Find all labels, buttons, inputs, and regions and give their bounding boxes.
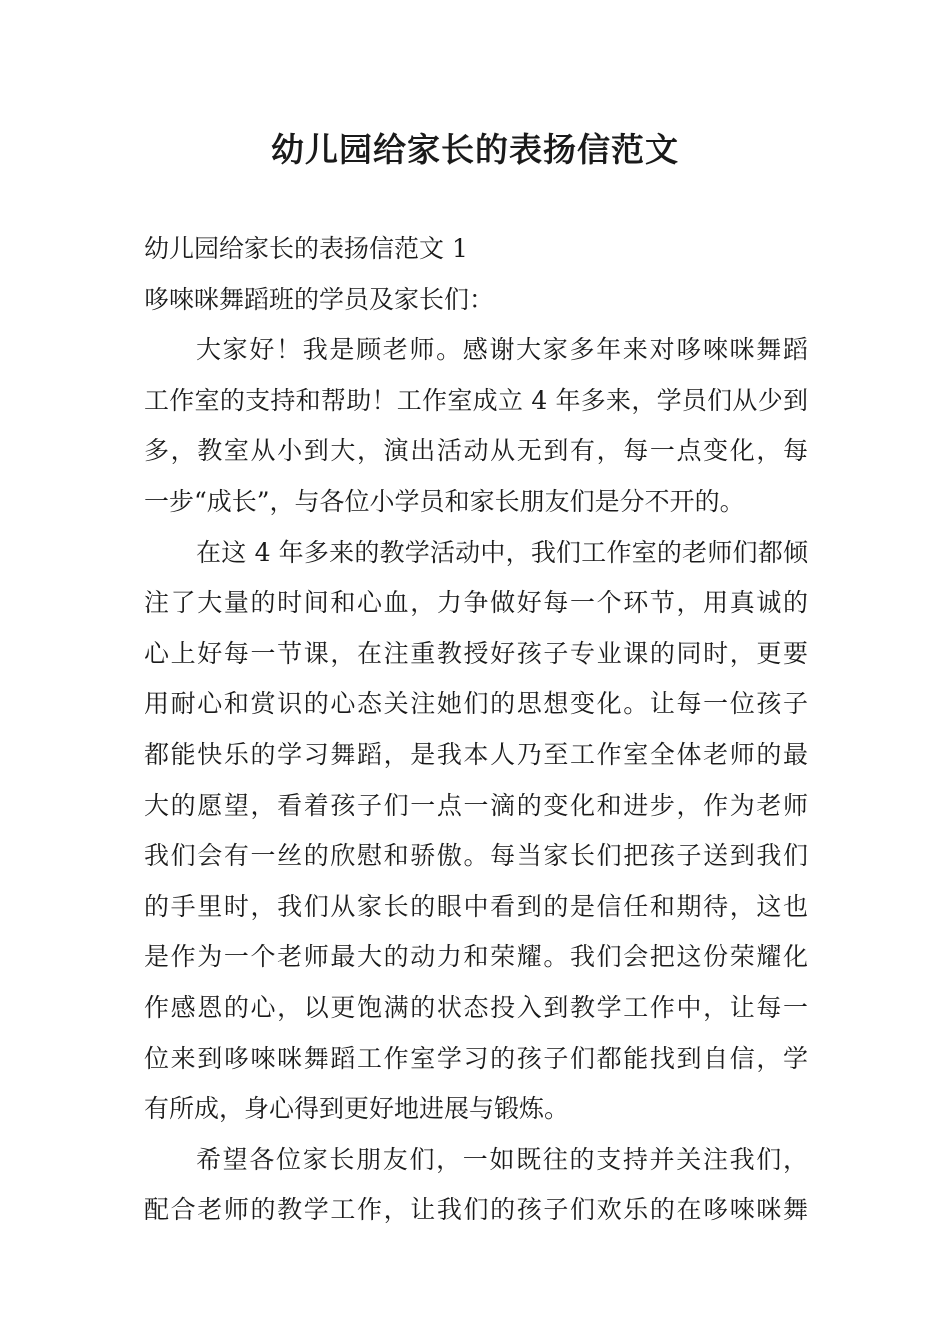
document-title: 幼儿园给家长的表扬信范文 <box>271 130 679 169</box>
section-heading: 幼儿园给家长的表扬信范文 1 <box>144 234 468 263</box>
paragraph-line: 配合老师的教学工作，让我们的孩子们欢乐的在哆唻咪舞 <box>144 1195 808 1225</box>
paragraph-line: 心上好每一节课，在注重教授好孩子专业课的同时，更要 <box>144 638 808 668</box>
paragraph-line: 都能快乐的学习舞蹈，是我本人乃至工作室全体老师的最 <box>144 739 808 769</box>
paragraph-line: 用耐心和赏识的心态关注她们的思想变化。让每一位孩子 <box>144 689 808 719</box>
paragraph-line: 大家好！我是顾老师。感谢大家多年来对哆唻咪舞蹈 <box>196 335 808 365</box>
paragraph-line: 我们会有一丝的欣慰和骄傲。每当家长们把孩子送到我们 <box>144 841 808 871</box>
paragraph-line: 作感恩的心，以更饱满的状态投入到教学工作中，让每一 <box>144 992 808 1022</box>
paragraph-3 <box>144 1135 808 1236</box>
paragraph-line: 一步“成长”，与各位小学员和家长朋友们是分不开的。 <box>144 486 745 516</box>
paragraph-line: 希望各位家长朋友们，一如既往的支持并关注我们， <box>196 1144 808 1174</box>
paragraph-line: 大的愿望，看着孩子们一点一滴的变化和进步，作为老师 <box>144 790 808 820</box>
paragraph-line: 注了大量的时间和心血，力争做好每一个环节，用真诚的 <box>144 588 808 618</box>
paragraph-line: 的手里时，我们从家长的眼中看到的是信任和期待，这也 <box>144 891 808 921</box>
paragraph-1 <box>144 325 808 527</box>
document-body <box>144 224 808 1236</box>
paragraph-line: 有所成，身心得到更好地进展与锻炼。 <box>144 1094 570 1124</box>
paragraph-2 <box>144 528 808 1135</box>
salutation: 哆唻咪舞蹈班的学员及家长们： <box>144 284 495 314</box>
paragraph-line: 是作为一个老师最大的动力和荣耀。我们会把这份荣耀化 <box>144 942 808 972</box>
paragraph-line: 位来到哆唻咪舞蹈工作室学习的孩子们都能找到自信，学 <box>144 1043 808 1073</box>
paragraph-line: 工作室的支持和帮助！工作室成立 4 年多来，学员们从少到 <box>144 385 808 415</box>
paragraph-line: 在这 4 年多来的教学活动中，我们工作室的老师们都倾 <box>196 537 808 567</box>
paragraph-line: 多，教室从小到大，演出活动从无到有，每一点变化，每 <box>144 436 808 466</box>
